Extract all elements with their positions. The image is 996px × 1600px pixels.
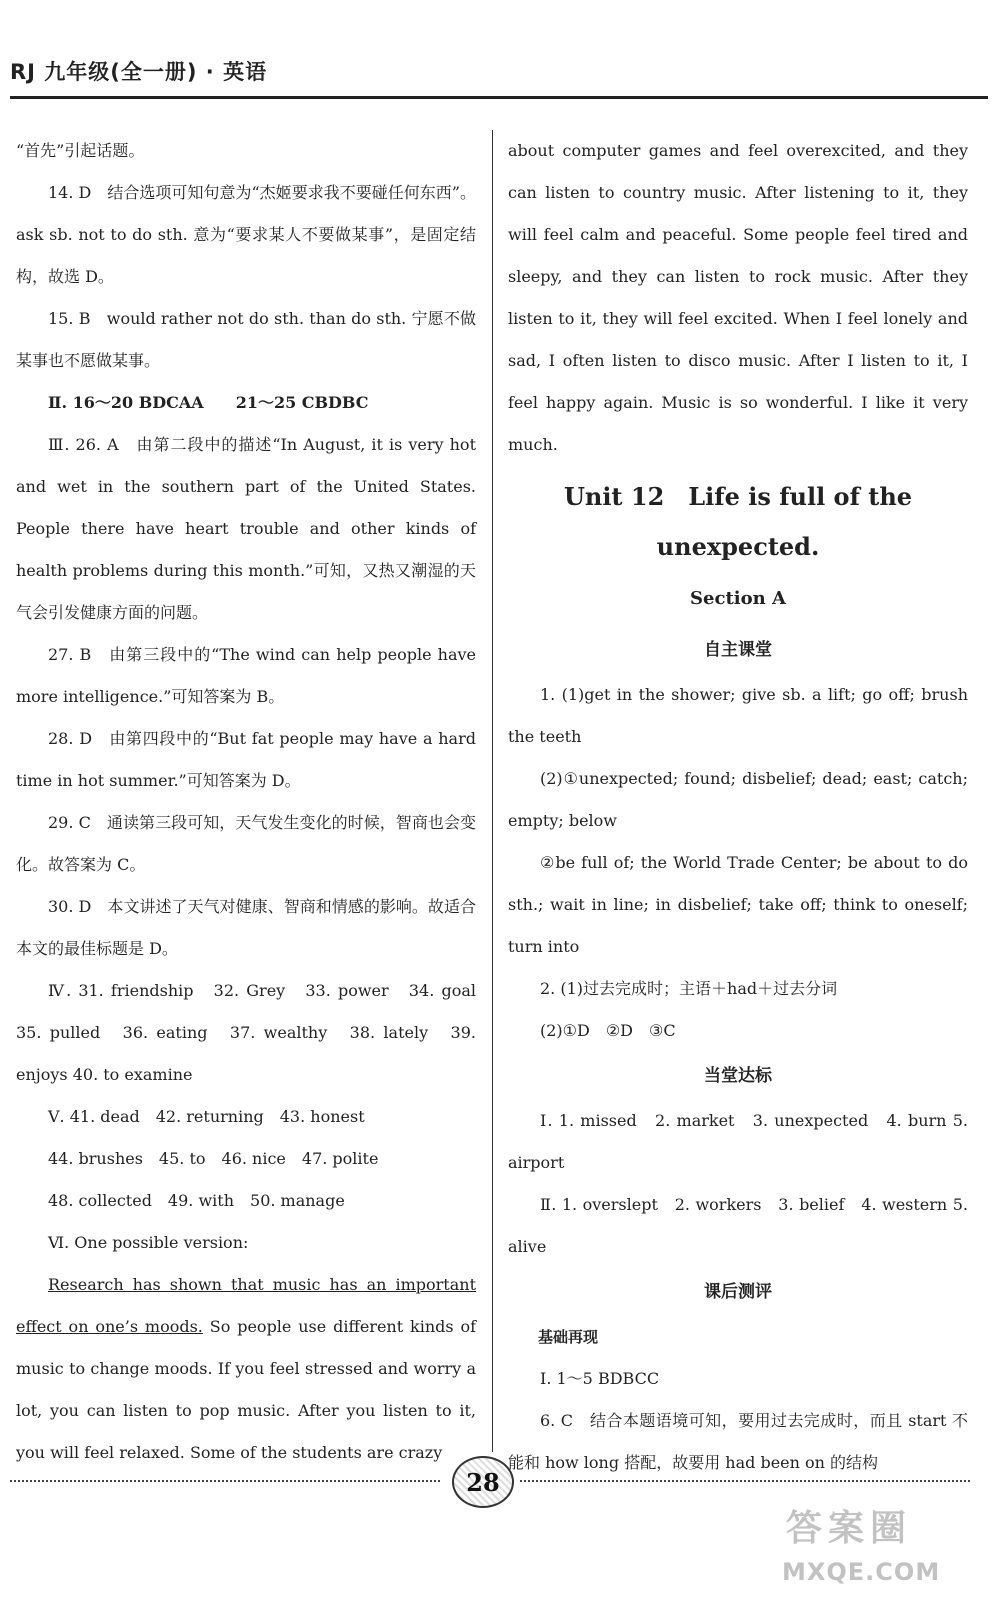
watermark-top: 答案圈 [786, 1508, 913, 1549]
answer-27: 27. B 由第三段中的“The wind can help people have more intelligence.”可知答案为 B。 [16, 645, 476, 706]
answer-30: 30. D 本文讲述了天气对健康、智商和情感的影响。故适合本文的最佳标题是 D。 [16, 897, 476, 958]
header-rule [10, 96, 988, 99]
watermark-logo [782, 1500, 982, 1586]
unit-title [508, 472, 968, 572]
zizhu-item-5: (2)①D ②D ③C [540, 1021, 676, 1040]
writing-continuation: about computer games and feel overexcited, and they can listen to country music. After listening to it, they will feel calm and peaceful. Some people feel tired and sleepy, and they can listen to rock music. After they listen to it, they will feel excited. When I feel lonely and sad, I often listen to disco music. After I listen to it, I feel happy again. Music is so wonderful. I like it very much. [508, 141, 968, 454]
answers-31-40: Ⅳ. 31. friendship 32. Grey 33. power 34. goal 35. pulled 36. eating 37. wealthy 38. lately 39. enjoys 40. to examine [16, 981, 476, 1084]
watermark-bottom: MXQE.COM [782, 1558, 941, 1586]
answers-44-47: 44. brushes 45. to 46. nice 47. polite [48, 1149, 379, 1168]
left-column [16, 130, 476, 1474]
footer-dots-left [10, 1480, 440, 1482]
kehou-item-1: Ⅰ. 1～5 BDBCC [540, 1369, 660, 1388]
dangtang-item-2: Ⅱ. 1. overslept 2. workers 3. belief 4. western 5. alive [508, 1195, 968, 1256]
column-divider [492, 130, 493, 1452]
zizhu-item-4: 2. (1)过去完成时；主语＋had＋过去分词 [540, 979, 838, 998]
zizhu-item-2: (2)①unexpected; found; disbelief; dead; east; catch; empty; below [508, 769, 968, 830]
writing-body [16, 1264, 476, 1474]
unit-title-line2: unexpected. [656, 532, 820, 561]
answer-15: 15. B would rather not do sth. than do sth. 宁愿不做某事也不愿做某事。 [16, 309, 476, 370]
answers-16-25: Ⅱ. 16～20 BDCAA 21～25 CBDBC [48, 393, 369, 412]
zizhu-item-3: ②be full of; the World Trade Center; be about to do sth.; wait in line; in disbelief; take off; think to oneself; turn into [508, 853, 968, 956]
dangtang-item-1: Ⅰ. 1. missed 2. market 3. unexpected 4. burn 5. airport [508, 1111, 968, 1172]
answer-28: 28. D 由第四段中的“But fat people may have a hard time in hot summer.”可知答案为 D。 [16, 729, 476, 790]
page-header: RJ 九年级(全一册) · 英语 [10, 60, 268, 84]
answers-48-50: 48. collected 49. with 50. manage [48, 1191, 345, 1210]
answers-41-43: Ⅴ. 41. dead 42. returning 43. honest [48, 1107, 365, 1126]
writing-heading: Ⅵ. One possible version: [48, 1233, 249, 1252]
jichu-title: 基础再现 [538, 1328, 599, 1346]
zizhu-title: 自主课堂 [704, 640, 772, 660]
writing-underlined: Research has shown that music has an important effect on one’s moods. [16, 1275, 476, 1336]
kehou-title: 课后测评 [704, 1282, 772, 1302]
right-column [508, 130, 968, 1484]
zizhu-item-1: 1. (1)get in the shower; give sb. a lift; go off; brush the teeth [508, 685, 968, 746]
page-number: 28 [452, 1456, 514, 1508]
kehou-item-2: 6. C 结合本题语境可知，要用过去完成时，而且 start 不能和 how long 搭配，故要用 had been on 的结构 [508, 1411, 968, 1472]
unit-title-line1: Unit 12 Life is full of the [563, 482, 913, 511]
section-title: Section A [690, 588, 786, 609]
answer-14: 14. D 结合选项可知句意为“杰姬要求我不要碰任何东西”。ask sb. not to do sth. 意为“要求某人不要做某事”，是固定结构，故选 D。 [16, 183, 476, 286]
writing-rest: So people use different kinds of music to change moods. If you feel stressed and worry a lot, you can listen to pop music. After you listen to it, you will feel relaxed. Some of the students are crazy [16, 1317, 477, 1462]
footer-dots-right [520, 1480, 970, 1482]
dangtang-title: 当堂达标 [704, 1066, 772, 1086]
answer-29: 29. C 通读第三段可知，天气发生变化的时候，智商也会变化。故答案为 C。 [16, 813, 476, 874]
paragraph-intro: “首先”引起话题。 [16, 141, 145, 160]
answer-26: Ⅲ. 26. A 由第二段中的描述“In August, it is very hot and wet in the southern part of the United States. People there have heart trouble and other kinds of health problems during this month.”可知，又热又潮湿的天气会引发健康方面的问题。 [16, 435, 476, 622]
